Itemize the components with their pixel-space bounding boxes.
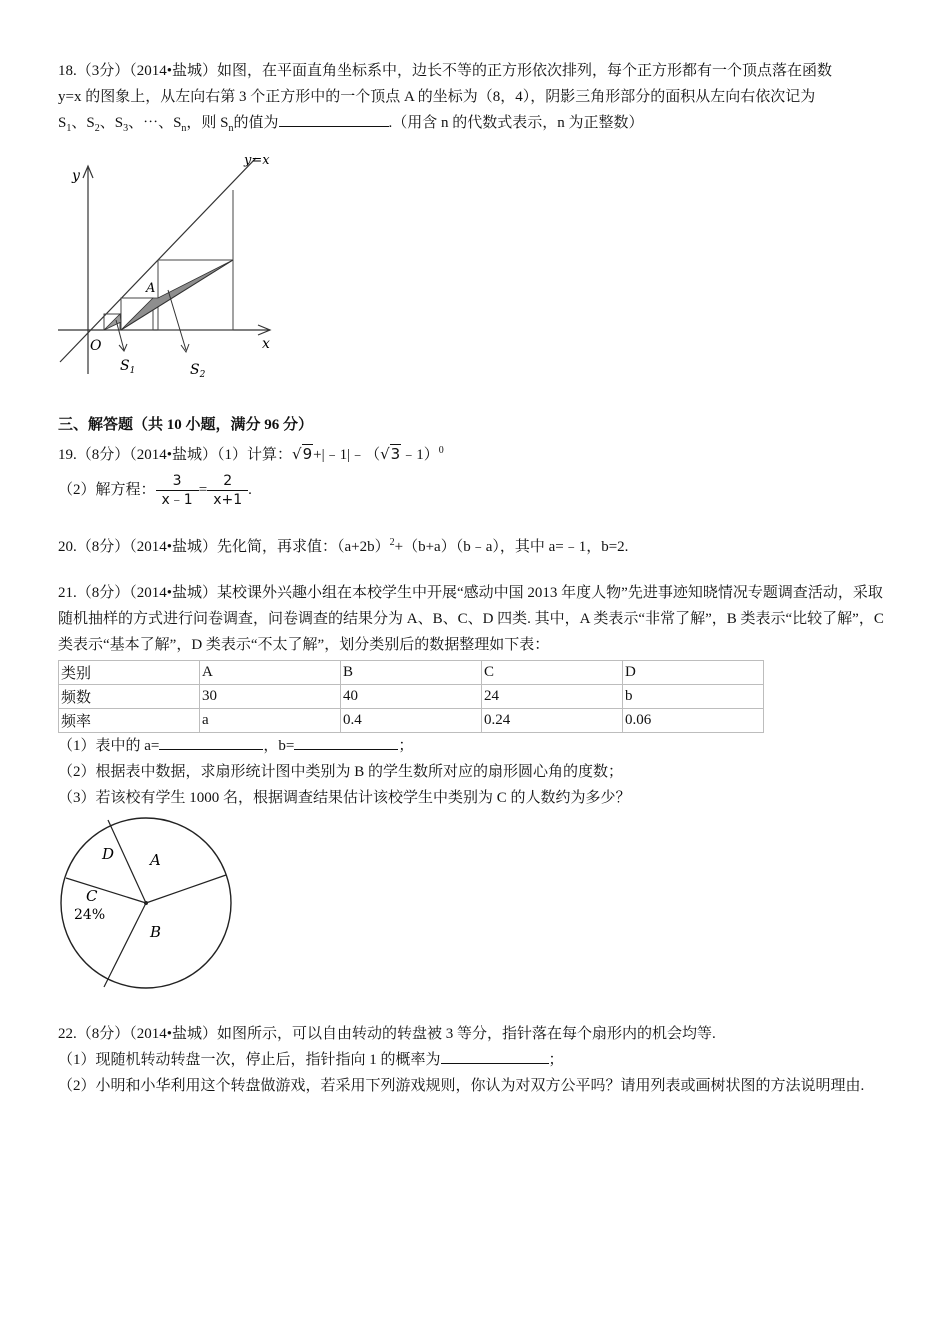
pie-label-a: A [150,851,161,869]
question-21 [58,580,894,995]
q18-line1: 18.（3分）（2014•盐城）如图，在平面直角坐标系中，边长不等的正方形依次排列，每个正方形都有一个顶点落在函数 [58,63,833,79]
exam-page [58,58,894,1099]
q21-part3: （3）若该校有学生 1000 名，根据调查结果估计该校学生中类别为 C 的人数约为多少？ [58,790,631,806]
q19-part2: （2）解方程： $\frac{3}{x﹣1}$ = $\frac{2}{x+1}$ . [58,473,252,509]
q21-table [58,660,764,733]
q22-part2: （2）小明和小华利用这个转盘做游戏，若采用下列游戏规则，你认为对双方公平吗？请用列表或画树状图的方法说明理由. [58,1078,865,1094]
q18-figure [58,150,288,382]
pie-label-b: B [150,923,162,941]
fraction-1: $\frac{3}{x﹣1}$ [156,472,199,509]
line-label: y=x [244,153,270,168]
table-row: 频率 a 0.4 0.24 0.06 [59,709,764,733]
pie-label-c: C [86,887,98,905]
q18-line2: y=x 的图象上，从左向右第 3 个正方形中的一个顶点 A 的坐标为（8，4），阴影三角形部分的面积从左向右依次记为 [58,89,816,105]
answer-blank[interactable] [441,1047,549,1064]
q18-line3: $S_1$、$S_2$、$S_3$、⋯、$S_n$，则 $S_n$的值为 .（用含 n 的代数式表示，n 为正整数） [58,110,894,142]
s2-label: $S_2$ [190,362,206,380]
question-22 [58,1021,894,1099]
answer-blank[interactable] [279,110,389,127]
section-title: 三、解答题（共 10 小题，满分 96 分） [58,417,314,433]
y-axis-label: y [72,168,80,184]
q22-part1: （1）现随机转动转盘一次，停止后，指针指向 1 的概率为 ； [58,1047,894,1073]
pie-label-d: D [102,845,115,863]
q19-part1: 19.（8分）（2014•盐城）（1）计算：√9+|﹣1|﹣（√3﹣1）$^0$ [58,445,444,463]
table-row: 频数 30 40 24 b [59,685,764,709]
point-a-label: A [146,281,156,296]
pie-label-c-pct: 24% [74,907,106,923]
question-20: 20.（8分）（2014•盐城）先化简，再求值：$(a+2b)^2+(b+a)(b﹣a)$，其中 a=﹣1，b=2. [58,537,629,555]
answer-blank-a[interactable] [159,733,263,750]
q22-line1: 22.（8分）（2014•盐城）如图所示，可以自由转动的转盘被 3 等分，指针落在每个扇形内的机会均等. [58,1026,716,1042]
origin-label: O [90,338,102,354]
question-19 [58,438,894,512]
s1-label: $S_1$ [120,358,136,376]
q21-text: 21.（8分）（2014•盐城）某校课外兴趣小组在本校学生中开展“感动中国 2013 年度人物”先进事迹知晓情况专题调查活动，采取随机抽样的方式进行问卷调查，问卷调查的结果分为 A、B、C、D 四类. 其中，A 类表示“非常了解”，B 类表示“比较了解”，C 类表示“基本了解”，D 类表示“不太了解”，划分类别后的数据整理如下表： [58,585,884,653]
question-18 [58,58,894,382]
table-row: 类别 A B C D [59,661,764,685]
q21-part1: （1）表中的 a= ，b= ； [58,733,894,759]
q21-part2: （2）根据表中数据，求扇形统计图中类别为 B 的学生数所对应的扇形圆心角的度数； [58,764,624,780]
q21-pie-figure [58,815,248,995]
fraction-2: $\frac{2}{x+1}$ [207,472,248,509]
answer-blank-b[interactable] [294,733,398,750]
x-axis-label: x [262,336,270,352]
